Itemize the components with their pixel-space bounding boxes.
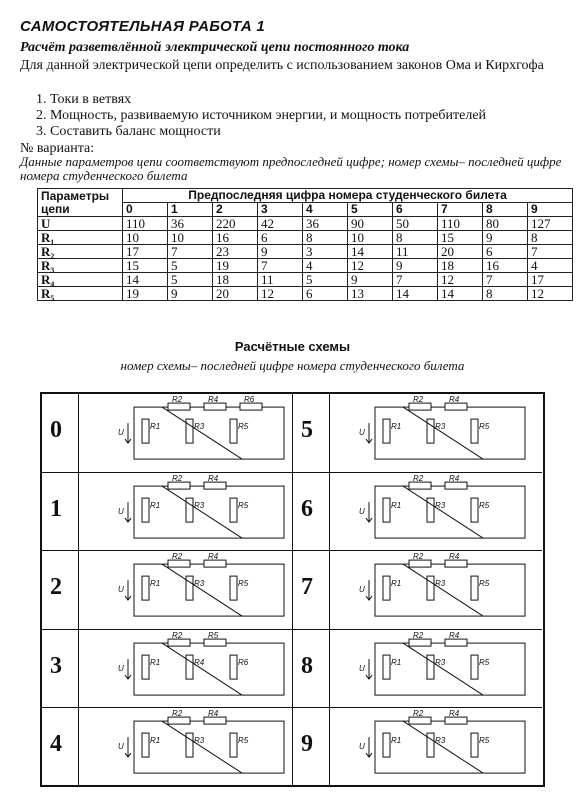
circuit-diagram [359, 708, 553, 781]
resistor-label: R4 [449, 474, 460, 484]
scheme-number: 9 [301, 730, 313, 757]
table-row [38, 245, 573, 259]
table-cell: 9 [393, 259, 438, 273]
scheme-number: 8 [301, 652, 313, 679]
digit-header: 0 [123, 203, 168, 217]
resistor [168, 717, 190, 724]
row-header: R₅ [38, 287, 123, 301]
resistor-label: R2 [172, 395, 183, 405]
voltage-label: U [118, 428, 124, 438]
table-cell: 220 [213, 217, 258, 231]
digit-header: 3 [258, 203, 303, 217]
digit-header: 5 [348, 203, 393, 217]
resistor-label: R5 [238, 579, 249, 589]
resistor [383, 576, 390, 600]
resistor [427, 498, 434, 522]
resistor [230, 576, 237, 600]
scheme-cell [42, 394, 292, 472]
table-body [38, 217, 573, 301]
steps-list [36, 92, 486, 140]
table-cell: 14 [393, 287, 438, 301]
scheme-number: 3 [50, 652, 62, 679]
table-cell: 36 [168, 217, 213, 231]
table-cell: 18 [213, 273, 258, 287]
table-cell: 16 [213, 231, 258, 245]
resistor-label: R3 [194, 579, 205, 589]
resistor-label: R3 [435, 735, 446, 745]
table-cell: 7 [393, 273, 438, 287]
table-cell: 5 [303, 273, 348, 287]
resistor [204, 482, 226, 489]
resistor-label: R4 [208, 708, 219, 718]
resistor [409, 403, 431, 410]
table-cell: 127 [528, 217, 573, 231]
table-cell: 19 [123, 287, 168, 301]
resistor-label: R4 [194, 657, 205, 667]
table-cell: 7 [258, 259, 303, 273]
resistor-label: R2 [172, 708, 183, 718]
resistor-label: R4 [449, 552, 460, 562]
row-header: R₁ [38, 231, 123, 245]
scheme-number: 4 [50, 730, 62, 757]
table-cell: 80 [483, 217, 528, 231]
table-row [38, 217, 573, 231]
resistor [409, 717, 431, 724]
page-title: САМОСТОЯТЕЛЬНАЯ РАБОТА 1 [20, 18, 266, 35]
digit-header: 6 [393, 203, 438, 217]
table-row [38, 287, 573, 301]
resistor-label: R5 [479, 501, 490, 511]
scheme-cell [292, 472, 542, 550]
resistor-label: R5 [479, 422, 490, 432]
voltage-label: U [359, 741, 365, 751]
resistor [186, 655, 193, 679]
table-cell: 8 [483, 287, 528, 301]
table-cell: 18 [438, 259, 483, 273]
resistor [230, 498, 237, 522]
table-cell: 11 [393, 245, 438, 259]
resistor [445, 482, 467, 489]
resistor [471, 576, 478, 600]
table-cell: 15 [438, 231, 483, 245]
table-cell: 36 [303, 217, 348, 231]
schemes-grid [40, 392, 545, 787]
circuit-diagram [359, 630, 553, 703]
resistor [383, 498, 390, 522]
resistor-label: R1 [391, 735, 402, 745]
resistor-label: R3 [435, 579, 446, 589]
table-cell: 12 [348, 259, 393, 273]
circuit-diagram [118, 395, 312, 467]
resistor [383, 419, 390, 443]
resistor-label: R3 [194, 501, 205, 511]
table-cell: 110 [438, 217, 483, 231]
table-row [38, 231, 573, 245]
circuit-diagram [359, 395, 553, 467]
resistor [204, 560, 226, 567]
table-cell: 6 [258, 231, 303, 245]
table-row [38, 273, 573, 287]
table-cell: 12 [528, 287, 573, 301]
table-cell: 9 [348, 273, 393, 287]
resistor [471, 498, 478, 522]
resistor [168, 403, 190, 410]
resistor [142, 419, 149, 443]
resistor [445, 403, 467, 410]
resistor-label: R6 [244, 395, 255, 405]
cell-divider [329, 551, 330, 628]
table-cell: 9 [168, 287, 213, 301]
row-header: U [38, 217, 123, 231]
resistor [142, 655, 149, 679]
resistor-label: R5 [238, 422, 249, 432]
resistor [471, 655, 478, 679]
scheme-number: 5 [301, 417, 313, 444]
row-header: R₄ [38, 273, 123, 287]
voltage-label: U [359, 663, 365, 673]
resistor-label: R5 [208, 630, 219, 640]
table-cell: 17 [528, 273, 573, 287]
resistor [471, 419, 478, 443]
resistor-label: R5 [479, 579, 490, 589]
step-item: 3. Составить баланс мощности [36, 124, 221, 139]
table-cell: 7 [483, 273, 528, 287]
scheme-number: 2 [50, 574, 62, 601]
scheme-cell [292, 707, 542, 785]
resistor [230, 419, 237, 443]
circuit-diagram [359, 474, 553, 546]
resistor [142, 498, 149, 522]
scheme-cell [292, 629, 542, 707]
resistor-label: R4 [208, 474, 219, 484]
circuit-diagram [118, 630, 312, 703]
work-subtitle: Расчёт разветвлённой электрической цепи постоянного тока [20, 40, 410, 55]
note-text: Данные параметров цепи соответствуют предпоследней цифре; номер схемы– последней цифре номера студенческого билета [20, 154, 562, 183]
resistor [168, 560, 190, 567]
resistor [204, 639, 226, 646]
resistor [383, 733, 390, 757]
table-cell: 10 [168, 231, 213, 245]
table-cell: 16 [483, 259, 528, 273]
schemes-subtitle: номер схемы– последней цифре номера студенческого билета [120, 358, 465, 373]
step-item: 2. Мощность, развиваемую источником энергии, и мощность потребителей [36, 108, 487, 123]
resistor-label: R2 [413, 708, 424, 718]
row-header: R₂ [38, 245, 123, 259]
table-cell: 5 [168, 273, 213, 287]
resistor-label: R4 [208, 552, 219, 562]
circuit-diagram [118, 552, 312, 624]
resistor [230, 655, 237, 679]
cell-divider [78, 630, 79, 707]
table-cell: 19 [213, 259, 258, 273]
resistor [186, 576, 193, 600]
table-cell: 13 [348, 287, 393, 301]
table-cell: 42 [258, 217, 303, 231]
table-cell: 20 [438, 245, 483, 259]
table-cell: 3 [303, 245, 348, 259]
resistor-label: R5 [479, 735, 490, 745]
scheme-cell [42, 472, 292, 550]
resistor-label: R2 [172, 552, 183, 562]
scheme-number: 7 [301, 574, 313, 601]
resistor-label: R3 [435, 501, 446, 511]
scheme-number: 0 [50, 417, 62, 444]
resistor-label: R4 [449, 630, 460, 640]
resistor-label: R3 [194, 422, 205, 432]
table-cell: 12 [438, 273, 483, 287]
resistor-label: R1 [391, 422, 402, 432]
scheme-cell [42, 550, 292, 628]
circuit-diagram [359, 552, 553, 624]
table-cell: 5 [168, 259, 213, 273]
resistor [409, 560, 431, 567]
table-cell: 17 [123, 245, 168, 259]
resistor [445, 639, 467, 646]
table-cell: 14 [348, 245, 393, 259]
voltage-label: U [359, 428, 365, 438]
resistor-label: R3 [435, 422, 446, 432]
cell-divider [78, 473, 79, 550]
resistor-label: R2 [172, 630, 183, 640]
digit-header: 1 [168, 203, 213, 217]
resistor-label: R1 [391, 657, 402, 667]
table-cell: 4 [528, 259, 573, 273]
resistor-label: R3 [194, 735, 205, 745]
table-corner: Параметры цепи [38, 189, 123, 217]
resistor-label: R4 [449, 395, 460, 405]
scheme-cell [292, 550, 542, 628]
resistor-label: R1 [391, 501, 402, 511]
task-text: Для данной электрической цепи определить с использованием законов Ома и Кирхгофа [20, 58, 544, 73]
voltage-label: U [118, 585, 124, 595]
voltage-label: U [118, 663, 124, 673]
resistor [142, 733, 149, 757]
resistor [240, 403, 262, 410]
table-cell: 8 [528, 231, 573, 245]
voltage-label: U [359, 507, 365, 517]
resistor-label: R1 [391, 579, 402, 589]
cell-divider [329, 473, 330, 550]
table-cell: 50 [393, 217, 438, 231]
voltage-label: U [118, 741, 124, 751]
resistor-label: R2 [413, 630, 424, 640]
table-cell: 12 [258, 287, 303, 301]
resistor-label: R1 [150, 735, 161, 745]
table-cell: 7 [528, 245, 573, 259]
scheme-number: 1 [50, 496, 62, 523]
digit-header: 2 [213, 203, 258, 217]
table-row [38, 259, 573, 273]
scheme-number: 6 [301, 496, 313, 523]
table-group-header: Предпоследняя цифра номера студенческого билета [123, 189, 573, 203]
table-cell: 15 [123, 259, 168, 273]
table-cell: 6 [483, 245, 528, 259]
table-cell: 4 [303, 259, 348, 273]
resistor-label: R5 [479, 657, 490, 667]
resistor [427, 655, 434, 679]
scheme-cell [42, 629, 292, 707]
circuit-diagram [118, 708, 312, 781]
voltage-label: U [118, 507, 124, 517]
digit-header: 4 [303, 203, 348, 217]
table-cell: 9 [483, 231, 528, 245]
table-cell: 14 [438, 287, 483, 301]
variant-label: № варианта: [20, 141, 95, 156]
resistor [409, 482, 431, 489]
resistor [204, 717, 226, 724]
table-cell: 10 [123, 231, 168, 245]
resistor [168, 639, 190, 646]
cell-divider [78, 394, 79, 472]
resistor [427, 419, 434, 443]
resistor [445, 560, 467, 567]
table-cell: 9 [258, 245, 303, 259]
resistor-label: R2 [413, 474, 424, 484]
resistor [445, 717, 467, 724]
digit-header: 8 [483, 203, 528, 217]
resistor-label: R4 [449, 708, 460, 718]
resistor-label: R6 [238, 657, 249, 667]
resistor [409, 639, 431, 646]
circuit-diagram [118, 474, 312, 546]
table-cell: 23 [213, 245, 258, 259]
resistor-label: R5 [238, 735, 249, 745]
table-cell: 90 [348, 217, 393, 231]
voltage-label: U [359, 585, 365, 595]
resistor-label: R5 [238, 501, 249, 511]
table-cell: 6 [303, 287, 348, 301]
resistor-label: R2 [413, 552, 424, 562]
cell-divider [78, 551, 79, 628]
resistor-label: R2 [172, 474, 183, 484]
resistor-label: R3 [435, 657, 446, 667]
resistor-label: R1 [150, 422, 161, 432]
resistor [383, 655, 390, 679]
resistor [204, 403, 226, 410]
table-cell: 10 [348, 231, 393, 245]
resistor [168, 482, 190, 489]
table-cell: 14 [123, 273, 168, 287]
scheme-cell [42, 707, 292, 785]
cell-divider [329, 708, 330, 785]
resistor [186, 733, 193, 757]
resistor-label: R1 [150, 657, 161, 667]
table-cell: 8 [393, 231, 438, 245]
digit-header: 9 [528, 203, 573, 217]
cell-divider [329, 394, 330, 472]
resistor [230, 733, 237, 757]
table-cell: 11 [258, 273, 303, 287]
resistor-label: R2 [413, 395, 424, 405]
cell-divider [78, 708, 79, 785]
digit-header: 7 [438, 203, 483, 217]
table-cell: 8 [303, 231, 348, 245]
table-cell: 20 [213, 287, 258, 301]
row-header: R₃ [38, 259, 123, 273]
resistor [427, 733, 434, 757]
resistor-label: R4 [208, 395, 219, 405]
resistor [142, 576, 149, 600]
resistor-label: R1 [150, 501, 161, 511]
table-cell: 7 [168, 245, 213, 259]
cell-divider [329, 630, 330, 707]
resistor [427, 576, 434, 600]
schemes-title: Расчётные схемы [234, 339, 351, 354]
scheme-cell [292, 394, 542, 472]
resistor-label: R1 [150, 579, 161, 589]
parameters-table [37, 188, 573, 301]
resistor [186, 498, 193, 522]
resistor [186, 419, 193, 443]
table-cell: 110 [123, 217, 168, 231]
resistor [471, 733, 478, 757]
step-item: 1. Токи в ветвях [36, 92, 132, 107]
